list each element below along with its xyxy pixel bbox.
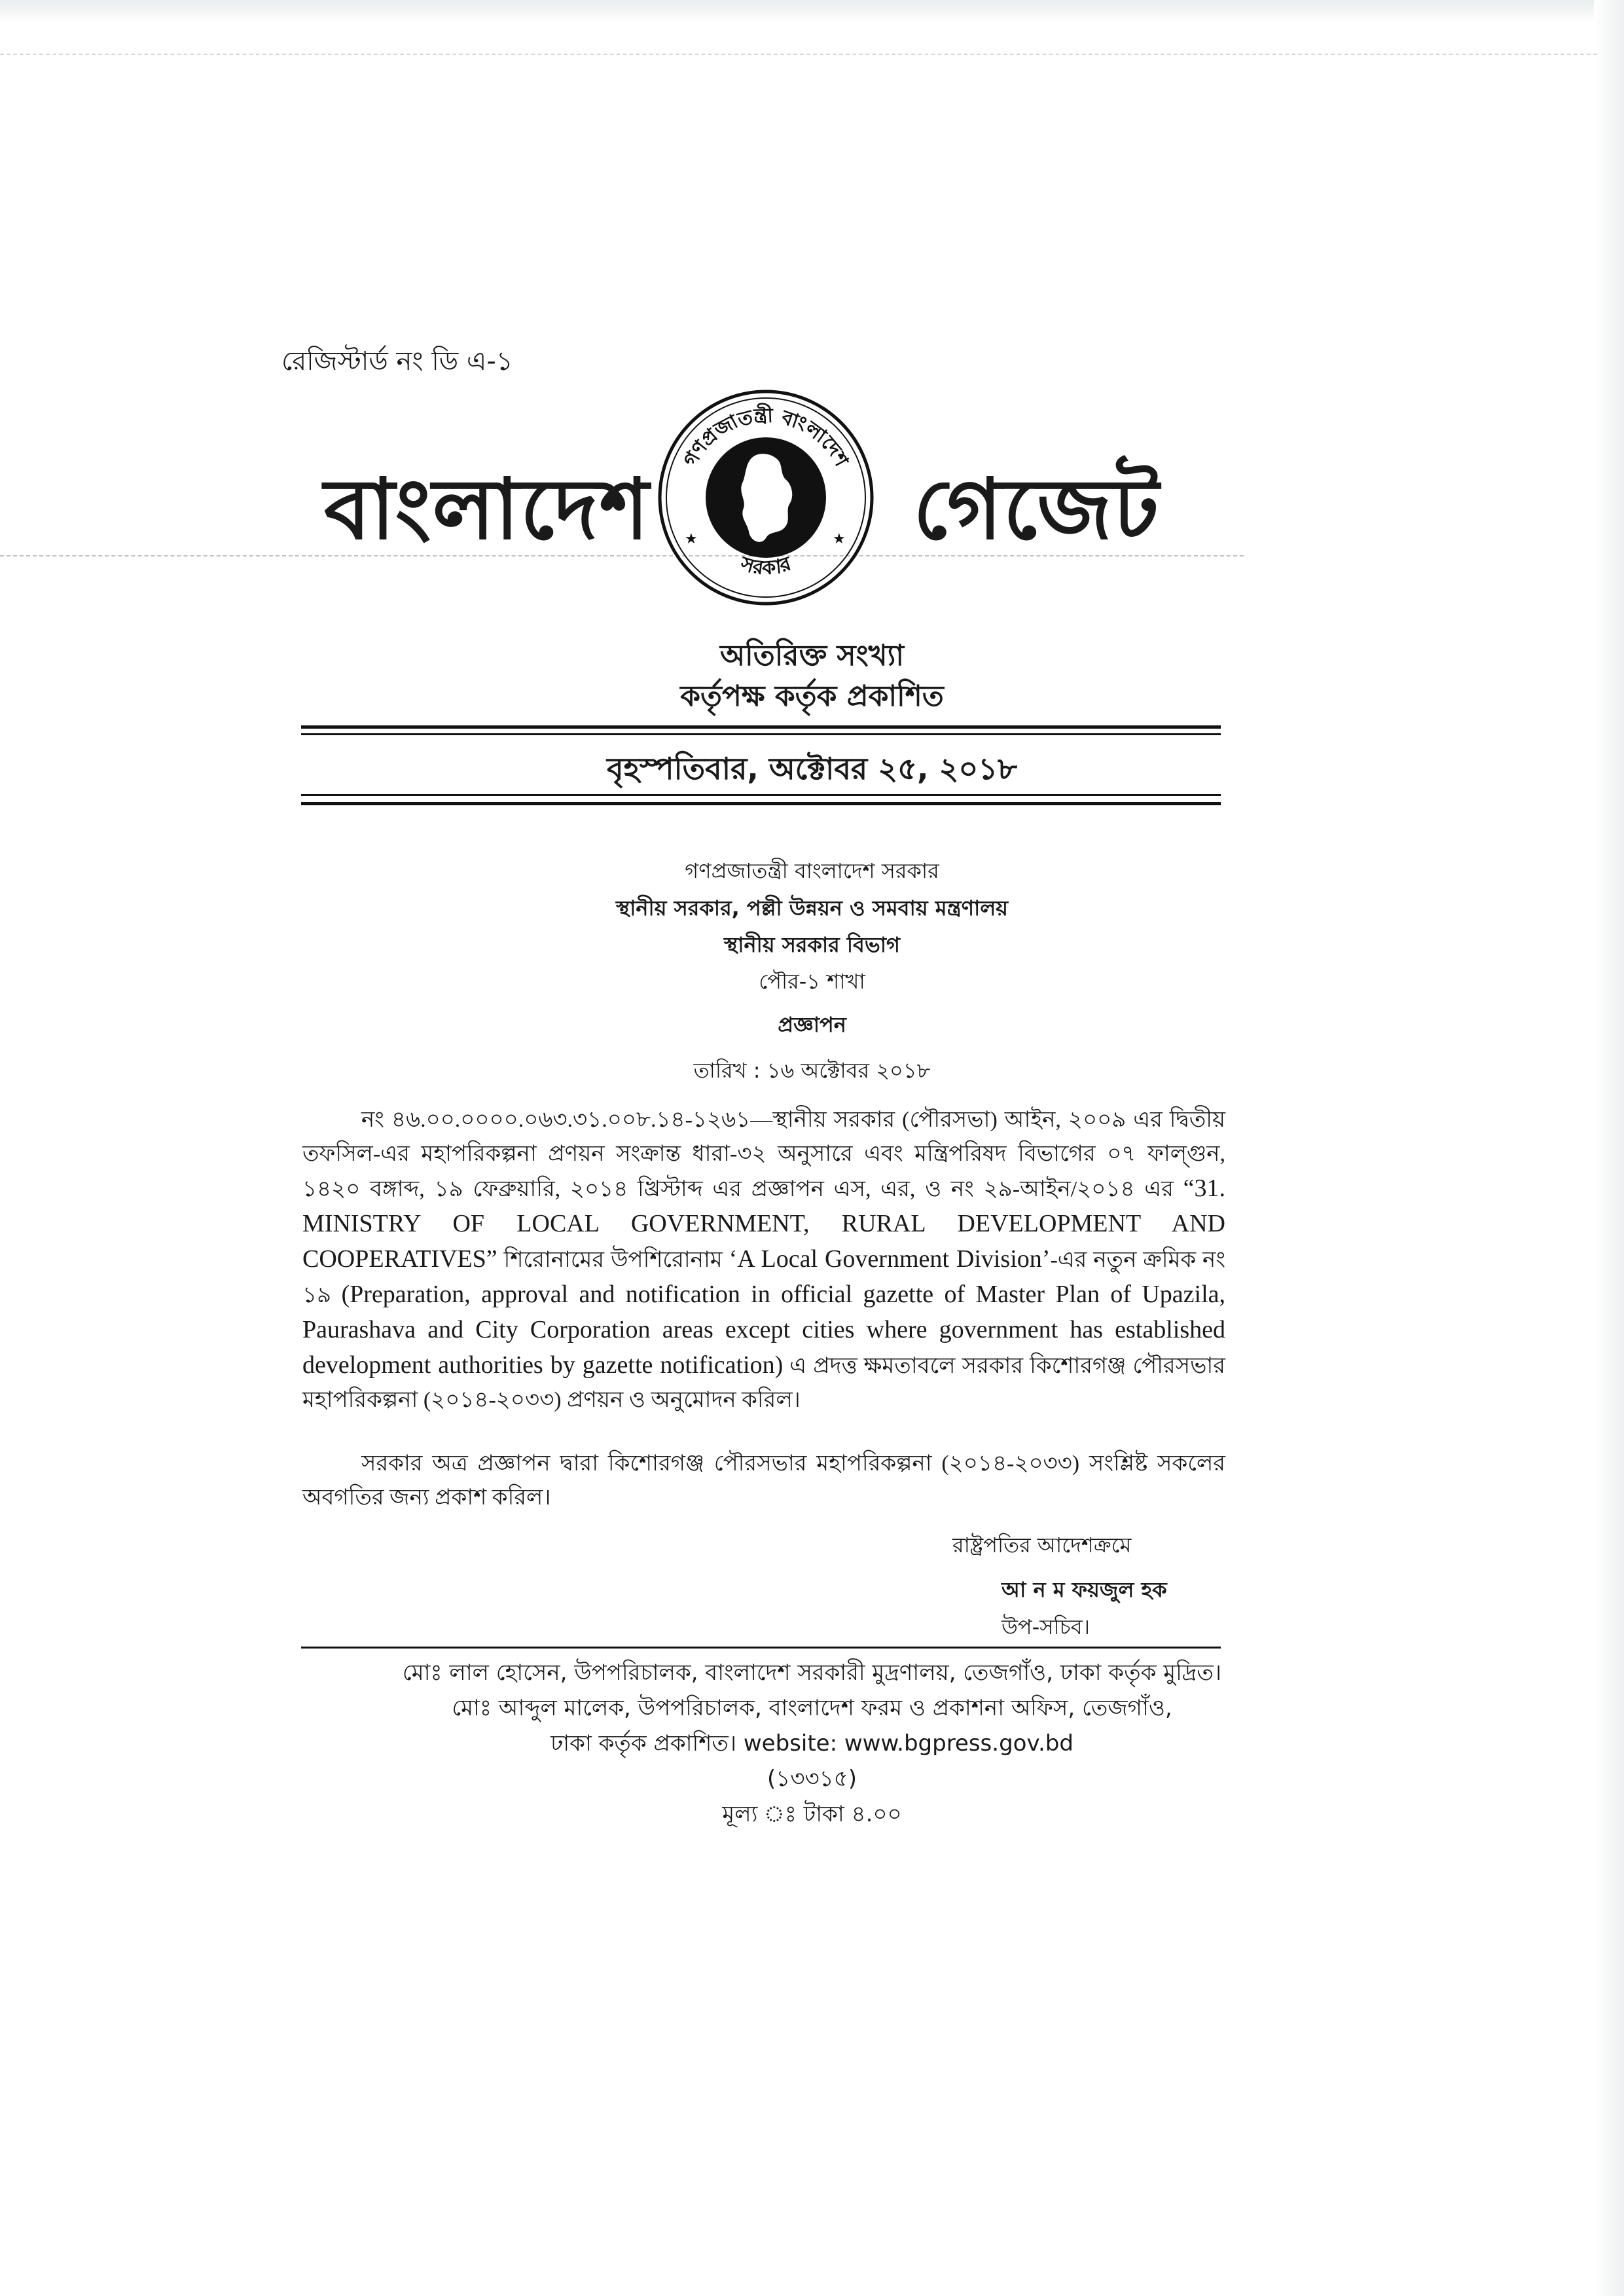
seal-text-bottom: সরকার xyxy=(738,552,794,580)
signatory-name: আ ন ম ফয়জুল হক xyxy=(1001,1577,1167,1602)
masthead-title-right: গেজেট xyxy=(913,461,1161,558)
signatory-designation: উপ-সচিব। xyxy=(1001,1614,1091,1639)
document-date: তারিখ : ১৬ অক্টোবর ২০১৮ xyxy=(693,1058,931,1083)
star-icon: ★ xyxy=(685,531,698,547)
signature-order: রাষ্ট্রপতির আদেশক্রমে xyxy=(952,1533,1132,1558)
registration-number: রেজিস্টার্ড নং ডি এ-১ xyxy=(281,346,513,376)
header-rule xyxy=(301,794,1221,796)
issue-number: (১৩৩১৫) xyxy=(767,1766,857,1792)
masthead-title-left: বাংলাদেশ xyxy=(324,461,651,558)
issue-price: মূল্য ঃ টাকা ৪.০০ xyxy=(722,1801,902,1827)
branch-name: পৌর-১ শাখা xyxy=(759,969,865,994)
header-rule xyxy=(301,802,1221,805)
paragraph-text: শিরোনামের উপশিরোনাম xyxy=(503,1248,723,1272)
paragraph-text: -এর নতুন ক্রমিক নং ১৯ xyxy=(302,1248,1225,1307)
star-icon: ★ xyxy=(833,531,846,547)
paragraph-text-english: ‘A Local Government Division’ xyxy=(729,1245,1051,1273)
division-name: স্থানীয় সরকার বিভাগ xyxy=(724,932,900,957)
paragraph-text: এ প্রদত্ত ক্ষমতাবলে সরকার কিশোরগঞ্জ পৌরসভার মহাপরিকল্পনা (২০১৪-২০৩৩) প্রণয়ন ও অনুমোদন করিল। xyxy=(302,1354,1225,1412)
paragraph-text-english: “31. MINISTRY OF LOCAL GOVERNMENT, RURAL DEVELOPMENT AND COOPERATIVES” xyxy=(302,1175,1226,1273)
scan-artifact-line xyxy=(0,54,1597,55)
footer-website: ঢাকা কর্তৃক প্রকাশিত। website: www.bgpress.gov.bd xyxy=(550,1730,1074,1757)
subtitle-extra-issue: অতিরিক্ত সংখ্যা xyxy=(720,639,904,672)
paragraph-text: নং ৪৬.০০.০০০০.০৬৩.৩১.০০৮.১৪-১২৬১—স্থানীয় সরকার (পৌরসভা) আইন, ২০০৯ এর দ্বিতীয় তফসিল-এর মহাপরিকল্পনা প্রণয়ন সংক্রান্ত ধারা-৩২ অনুসারে এবং মন্ত্রিপরিষদ বিভাগের ০৭ ফাল্গুন, ১৪২০ বঙ্গাব্দ, ১৯ ফেব্রুয়ারি, ২০১৪ খ্রিস্টাব্দ এর প্রজ্ঞাপন এস, এর, ও নং ২৯-আইন/২০১৪ এর xyxy=(302,1108,1225,1201)
footer-printer: মোঃ লাল হোসেন, উপপরিচালক, বাংলাদেশ সরকারী মুদ্রণালয়, তেজগাঁও, ঢাকা কর্তৃক মুদ্রিত। xyxy=(402,1660,1222,1686)
header-rule xyxy=(301,733,1221,735)
footer-publisher: মোঃ আব্দুল মালেক, উপপরিচালক, বাংলাদেশ ফরম ও প্রকাশনা অফিস, তেজগাঁও, xyxy=(452,1695,1172,1721)
footer-rule xyxy=(301,1647,1221,1649)
subtitle-published-by: কর্তৃপক্ষ কর্তৃক প্রকাশিত xyxy=(680,680,944,713)
issue-date: বৃহস্পতিবার, অক্টোবর ২৫, ২০১৮ xyxy=(606,751,1018,786)
header-rule xyxy=(301,725,1221,729)
notification-paragraph-2: সরকার অত্র প্রজ্ঞাপন দ্বারা কিশোরগঞ্জ পৌরসভার মহাপরিকল্পনা (২০১৪-২০৩৩) সংশ্লিষ্ট সকলের অবগতির জন্য প্রকাশ করিল। xyxy=(302,1451,1225,1510)
document-type: প্রজ্ঞাপন xyxy=(778,1012,846,1037)
government-seal xyxy=(655,386,877,609)
government-name: গণপ্রজাতন্ত্রী বাংলাদেশ সরকার xyxy=(685,858,939,883)
notification-paragraph-1 xyxy=(302,1103,1225,1417)
seal-graphic xyxy=(655,386,877,609)
ministry-name: স্থানীয় সরকার, পল্লী উন্নয়ন ও সমবায় মন্ত্রণালয় xyxy=(615,896,1009,920)
seal-text-top: গণপ্রজাতন্ত্রী বাংলাদেশ xyxy=(679,404,853,471)
paragraph-text-english: (Preparation, approval and notification in official gazette of Master Plan of Upazila, Paurashava and City Corporation areas except cities where government has established development authorities by gazette notification) xyxy=(302,1281,1225,1379)
